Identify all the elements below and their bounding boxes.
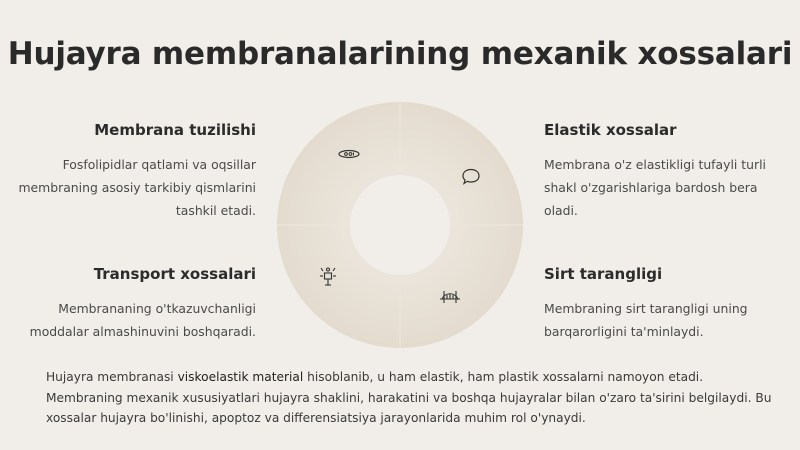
bridge-icon <box>438 285 462 309</box>
ring-graphic <box>277 102 523 348</box>
footer-paragraph <box>46 367 776 429</box>
block-membrana-tuzilishi <box>16 121 256 222</box>
block-heading: Membrana tuzilishi <box>94 121 256 139</box>
footer-text-start: Hujayra membranasi <box>46 370 178 384</box>
block-text: Membraning sirt tarangligi uning barqarorligini ta'minlaydi. <box>544 301 748 339</box>
block-heading: Elastik xossalar <box>544 121 677 139</box>
block-text: Fosfolipidlar qatlami va oqsillar membraning asosiy tarkibiy qismlarini tashkil etadi. <box>18 157 256 218</box>
block-text: Membrananing o'tkazuvchanligi moddalar almashinuvini boshqaradi. <box>29 301 256 339</box>
page-title: Hujayra membranalarining mexanik xossalari <box>7 36 793 72</box>
footer-text-end: hisoblanib, u ham elastik, ham plastik xossalarni namoyon etadi. Membraning mexanik xususiyatlari hujayra shaklini, harakatini va boshqa hujayralar bilan o'zaro ta'sirini belgilaydi. Bu xossalar hujayra bo'linishi, apoptoz va differensiatsiya jarayonlarida muhim rol o'ynaydi. <box>46 370 772 425</box>
block-sirt-tarangligi <box>544 265 774 343</box>
block-heading: Transport xossalari <box>93 265 256 283</box>
speech-bubble-icon <box>459 165 483 189</box>
transport-icon <box>316 265 340 289</box>
block-elastik-xossalar <box>544 121 774 222</box>
block-text: Membrana o'z elastikligi tufayli turli shakl o'zgarishlariga bardosh bera oladi. <box>544 157 766 218</box>
footer-highlight: viskoelastik material <box>177 370 304 384</box>
center-ring-diagram <box>277 102 523 348</box>
block-heading: Sirt tarangligi <box>544 265 663 283</box>
block-transport-xossalari <box>16 265 256 343</box>
membrane-icon <box>337 142 361 166</box>
